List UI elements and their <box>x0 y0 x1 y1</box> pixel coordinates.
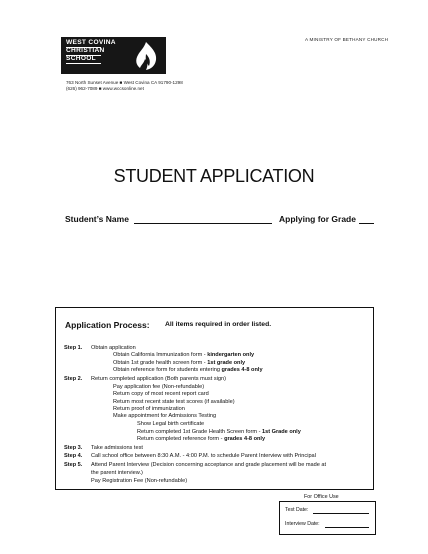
list-item <box>113 360 245 366</box>
step-label: Step 1. <box>64 345 83 351</box>
contact-line: (626) 962-7089 ■ www.wccsonline.net <box>66 86 144 92</box>
list-item: Return most recent state test scores (if available) <box>113 399 235 405</box>
step-text-continued: the parent interview.) <box>91 470 143 476</box>
step-label: Step 2. <box>64 376 83 382</box>
logo-divider <box>66 63 101 64</box>
school-name-line-1: WEST COVINA <box>66 39 116 46</box>
item-emphasis: 1st grade only <box>207 360 246 366</box>
step-text: Attend Parent Interview (Decision concerning acceptance and grade placement will be made at <box>91 462 327 468</box>
step-text: Take admissions test <box>91 445 143 451</box>
step-text: Call school office between 8:30 A.M. - 4:00 P.M. to schedule Parent Interview with Principal <box>91 453 316 459</box>
list-item: Pay Registration Fee (Non-refundable) <box>91 478 188 484</box>
process-title: Application Process: <box>65 320 150 330</box>
student-name-label: Student’s Name <box>65 214 129 224</box>
item-text: Obtain California Immunization form - <box>113 352 208 358</box>
interview-date-field[interactable] <box>325 527 369 528</box>
office-use-label: For Office Use <box>304 494 339 500</box>
item-text: Obtain reference form for students entering <box>113 367 222 373</box>
applying-grade-label: Applying for Grade <box>279 214 356 224</box>
school-logo <box>61 37 166 74</box>
item-emphasis: 1st Grade only <box>261 429 301 435</box>
item-text: Obtain 1st grade health screen form - <box>113 360 208 366</box>
page-title: STUDENT APPLICATION <box>113 166 315 186</box>
list-item: Pay application fee (Non-refundable) <box>113 384 205 390</box>
step-label: Step 5. <box>64 462 83 468</box>
list-item: Return proof of immunization <box>113 406 185 412</box>
school-name-line-3: SCHOOL <box>66 54 97 62</box>
step-text: Obtain application <box>91 345 136 351</box>
list-item: Return copy of most recent report card <box>113 391 209 397</box>
item-text: Return completed reference form - <box>137 436 225 442</box>
ministry-text: A MINISTRY OF BETHANY CHURCH <box>305 37 389 42</box>
flame-icon <box>132 41 160 71</box>
school-name <box>66 39 116 62</box>
list-item: Make appointment for Admissions Testing <box>113 413 217 419</box>
step-text: Return completed application (Both parents must sign) <box>91 376 226 382</box>
test-date-field[interactable] <box>313 513 369 514</box>
address-line: 763 North Sunset Avenue ■ West Covina CA 91790-1298 <box>66 80 183 85</box>
process-subtitle: All items required in order listed. <box>165 321 272 328</box>
list-item: Show Legal birth certificate <box>137 421 205 427</box>
item-emphasis: grades 4-8 only <box>221 367 263 373</box>
test-date-label: Test Date: <box>285 507 309 513</box>
step-label: Step 3. <box>64 445 83 451</box>
logo-divider <box>66 55 101 56</box>
grade-field[interactable] <box>359 223 374 224</box>
list-item <box>137 429 301 435</box>
school-address <box>66 80 183 92</box>
item-emphasis: grades 4-8 only <box>224 436 266 442</box>
list-item <box>137 436 265 442</box>
school-name-line-2: CHRISTIAN <box>66 46 105 54</box>
logo-divider <box>66 47 101 48</box>
interview-date-label: Interview Date: <box>285 521 320 527</box>
item-emphasis: kindergarten only <box>207 352 255 358</box>
list-item <box>113 352 254 358</box>
item-text: Return completed 1st Grade Health Screen form - <box>137 429 262 435</box>
list-item <box>113 367 263 373</box>
step-label: Step 4. <box>64 453 83 459</box>
student-name-field[interactable] <box>134 223 272 224</box>
